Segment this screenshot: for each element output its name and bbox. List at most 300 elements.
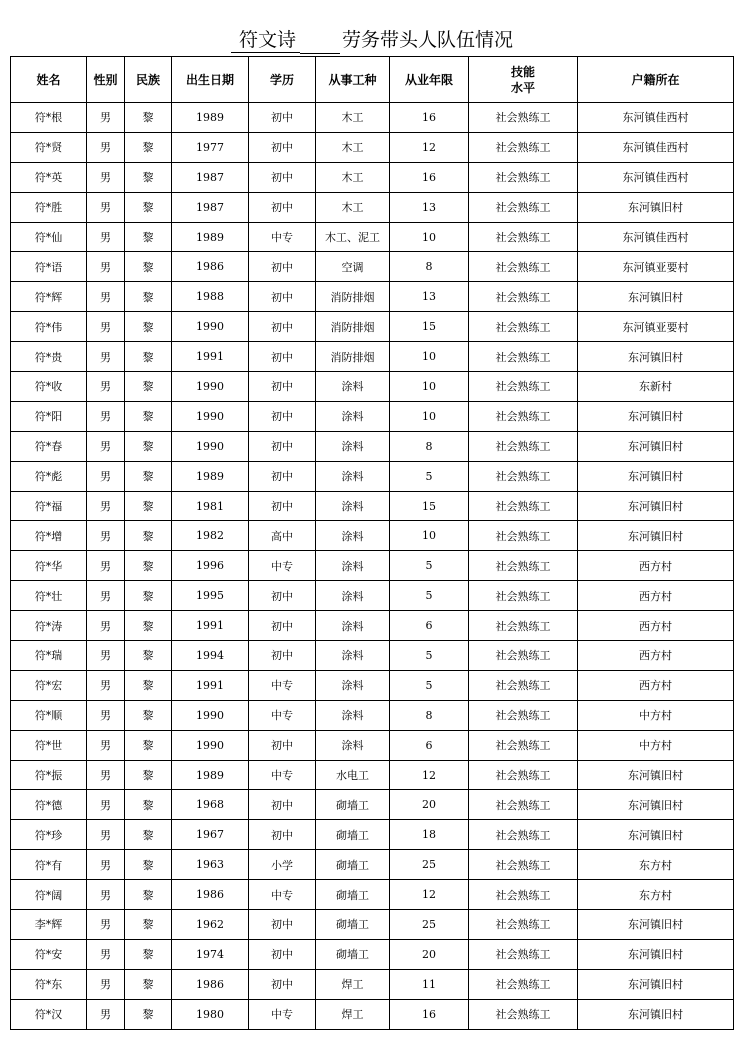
- cell-skill-level: 社会熟练工: [469, 969, 578, 999]
- cell-household: 西方村: [578, 611, 734, 641]
- cell-trade: 砌墙工: [316, 850, 390, 880]
- cell-skill-level: 社会熟练工: [469, 252, 578, 282]
- table-row: [11, 790, 734, 820]
- cell-years: 10: [390, 521, 469, 551]
- cell-skill-level: 社会熟练工: [469, 939, 578, 969]
- cell-household: 东河镇佳西村: [578, 222, 734, 252]
- cell-skill-level: 社会熟练工: [469, 670, 578, 700]
- cell-years: 6: [390, 730, 469, 760]
- cell-trade: 砌墙工: [316, 820, 390, 850]
- table-row: [11, 670, 734, 700]
- cell-ethnicity: 黎: [125, 790, 172, 820]
- cell-gender: 男: [87, 910, 125, 940]
- table-row: [11, 401, 734, 431]
- cell-ethnicity: 黎: [125, 162, 172, 192]
- cell-name: 符*英: [11, 162, 87, 192]
- cell-name: 符*收: [11, 372, 87, 402]
- cell-education: 初中: [249, 790, 316, 820]
- cell-ethnicity: 黎: [125, 342, 172, 372]
- cell-gender: 男: [87, 342, 125, 372]
- cell-gender: 男: [87, 103, 125, 133]
- cell-ethnicity: 黎: [125, 282, 172, 312]
- table-row: [11, 999, 734, 1029]
- cell-gender: 男: [87, 162, 125, 192]
- cell-trade: 消防排烟: [316, 312, 390, 342]
- cell-birth-date: 1989: [172, 760, 249, 790]
- cell-gender: 男: [87, 372, 125, 402]
- cell-gender: 男: [87, 790, 125, 820]
- cell-name: 符*振: [11, 760, 87, 790]
- cell-trade: 消防排烟: [316, 282, 390, 312]
- cell-name: 符*有: [11, 850, 87, 880]
- cell-birth-date: 1991: [172, 611, 249, 641]
- cell-trade: 涂料: [316, 551, 390, 581]
- cell-education: 中专: [249, 999, 316, 1029]
- cell-gender: 男: [87, 222, 125, 252]
- cell-household: 东河镇佳西村: [578, 103, 734, 133]
- cell-gender: 男: [87, 551, 125, 581]
- cell-birth-date: 1968: [172, 790, 249, 820]
- cell-education: 中专: [249, 700, 316, 730]
- cell-birth-date: 1995: [172, 581, 249, 611]
- cell-skill-level: 社会熟练工: [469, 342, 578, 372]
- header-household: 户籍所在: [578, 57, 734, 103]
- cell-skill-level: 社会熟练工: [469, 521, 578, 551]
- table-row: [11, 282, 734, 312]
- cell-ethnicity: 黎: [125, 641, 172, 671]
- cell-years: 15: [390, 491, 469, 521]
- cell-name: 符*阔: [11, 880, 87, 910]
- table-row: [11, 431, 734, 461]
- cell-gender: 男: [87, 282, 125, 312]
- cell-ethnicity: 黎: [125, 372, 172, 402]
- cell-birth-date: 1962: [172, 910, 249, 940]
- table-row: [11, 132, 734, 162]
- cell-name: 符*福: [11, 491, 87, 521]
- cell-household: 中方村: [578, 730, 734, 760]
- cell-ethnicity: 黎: [125, 103, 172, 133]
- cell-birth-date: 1988: [172, 282, 249, 312]
- cell-household: 东河镇旧村: [578, 999, 734, 1029]
- cell-skill-level: 社会熟练工: [469, 312, 578, 342]
- cell-ethnicity: 黎: [125, 401, 172, 431]
- table-row: [11, 551, 734, 581]
- table-row: [11, 312, 734, 342]
- cell-skill-level: 社会熟练工: [469, 760, 578, 790]
- cell-education: 中专: [249, 760, 316, 790]
- cell-gender: 男: [87, 820, 125, 850]
- cell-education: 中专: [249, 880, 316, 910]
- cell-gender: 男: [87, 880, 125, 910]
- cell-name: 符*华: [11, 551, 87, 581]
- cell-gender: 男: [87, 192, 125, 222]
- cell-household: 东新村: [578, 372, 734, 402]
- cell-skill-level: 社会熟练工: [469, 700, 578, 730]
- cell-years: 12: [390, 880, 469, 910]
- cell-birth-date: 1990: [172, 312, 249, 342]
- cell-birth-date: 1991: [172, 342, 249, 372]
- cell-trade: 涂料: [316, 670, 390, 700]
- header-trade: 从事工种: [316, 57, 390, 103]
- cell-household: 东河镇旧村: [578, 461, 734, 491]
- cell-household: 东河镇佳西村: [578, 162, 734, 192]
- cell-skill-level: 社会熟练工: [469, 611, 578, 641]
- cell-ethnicity: 黎: [125, 312, 172, 342]
- table-row: [11, 939, 734, 969]
- cell-birth-date: 1989: [172, 103, 249, 133]
- cell-household: 东河镇旧村: [578, 192, 734, 222]
- table-row: [11, 103, 734, 133]
- cell-skill-level: 社会熟练工: [469, 132, 578, 162]
- cell-name: 符*安: [11, 939, 87, 969]
- table-row: [11, 342, 734, 372]
- table-header-row: [11, 57, 734, 103]
- cell-name: 李*辉: [11, 910, 87, 940]
- table-row: [11, 700, 734, 730]
- cell-ethnicity: 黎: [125, 491, 172, 521]
- cell-education: 小学: [249, 850, 316, 880]
- cell-ethnicity: 黎: [125, 700, 172, 730]
- cell-trade: 涂料: [316, 611, 390, 641]
- cell-gender: 男: [87, 700, 125, 730]
- cell-years: 6: [390, 611, 469, 641]
- cell-birth-date: 1977: [172, 132, 249, 162]
- cell-birth-date: 1982: [172, 521, 249, 551]
- cell-education: 初中: [249, 461, 316, 491]
- cell-education: 初中: [249, 132, 316, 162]
- cell-name: 符*辉: [11, 282, 87, 312]
- cell-skill-level: 社会熟练工: [469, 999, 578, 1029]
- table-row: [11, 491, 734, 521]
- cell-trade: 涂料: [316, 521, 390, 551]
- cell-ethnicity: 黎: [125, 820, 172, 850]
- cell-ethnicity: 黎: [125, 132, 172, 162]
- cell-birth-date: 1989: [172, 222, 249, 252]
- cell-ethnicity: 黎: [125, 581, 172, 611]
- cell-household: 西方村: [578, 581, 734, 611]
- cell-ethnicity: 黎: [125, 880, 172, 910]
- header-gender: 性别: [87, 57, 125, 103]
- table-row: [11, 461, 734, 491]
- table-row: [11, 910, 734, 940]
- cell-gender: 男: [87, 641, 125, 671]
- cell-name: 符*仙: [11, 222, 87, 252]
- cell-birth-date: 1986: [172, 969, 249, 999]
- cell-name: 符*增: [11, 521, 87, 551]
- cell-birth-date: 1980: [172, 999, 249, 1029]
- table-row: [11, 611, 734, 641]
- cell-household: 东河镇旧村: [578, 910, 734, 940]
- cell-birth-date: 1990: [172, 401, 249, 431]
- cell-years: 20: [390, 790, 469, 820]
- header-skill-level-line1: 技能: [510, 64, 535, 79]
- cell-birth-date: 1986: [172, 252, 249, 282]
- cell-household: 东河镇旧村: [578, 760, 734, 790]
- cell-trade: 水电工: [316, 760, 390, 790]
- cell-household: 东河镇亚要村: [578, 312, 734, 342]
- cell-trade: 涂料: [316, 641, 390, 671]
- cell-years: 5: [390, 581, 469, 611]
- table-row: [11, 252, 734, 282]
- cell-name: 符*胜: [11, 192, 87, 222]
- cell-skill-level: 社会熟练工: [469, 880, 578, 910]
- cell-education: 初中: [249, 581, 316, 611]
- cell-gender: 男: [87, 132, 125, 162]
- cell-household: 东河镇旧村: [578, 521, 734, 551]
- cell-birth-date: 1986: [172, 880, 249, 910]
- cell-skill-level: 社会熟练工: [469, 461, 578, 491]
- cell-gender: 男: [87, 850, 125, 880]
- cell-name: 符*世: [11, 730, 87, 760]
- cell-years: 18: [390, 820, 469, 850]
- cell-skill-level: 社会熟练工: [469, 372, 578, 402]
- cell-trade: 木工: [316, 132, 390, 162]
- title-blank-line: [300, 31, 340, 54]
- cell-birth-date: 1996: [172, 551, 249, 581]
- cell-name: 符*伟: [11, 312, 87, 342]
- cell-gender: 男: [87, 252, 125, 282]
- cell-name: 符*涛: [11, 611, 87, 641]
- cell-education: 初中: [249, 939, 316, 969]
- cell-education: 初中: [249, 969, 316, 999]
- cell-education: 初中: [249, 252, 316, 282]
- cell-ethnicity: 黎: [125, 850, 172, 880]
- cell-years: 5: [390, 641, 469, 671]
- table-row: [11, 760, 734, 790]
- cell-trade: 涂料: [316, 491, 390, 521]
- cell-years: 5: [390, 551, 469, 581]
- table-row: [11, 372, 734, 402]
- cell-ethnicity: 黎: [125, 252, 172, 282]
- cell-name: 符*壮: [11, 581, 87, 611]
- cell-skill-level: 社会熟练工: [469, 162, 578, 192]
- cell-education: 初中: [249, 372, 316, 402]
- cell-gender: 男: [87, 431, 125, 461]
- cell-household: 东河镇旧村: [578, 342, 734, 372]
- cell-skill-level: 社会熟练工: [469, 551, 578, 581]
- cell-trade: 木工、泥工: [316, 222, 390, 252]
- cell-name: 符*珍: [11, 820, 87, 850]
- cell-skill-level: 社会熟练工: [469, 730, 578, 760]
- cell-years: 11: [390, 969, 469, 999]
- cell-household: 东河镇旧村: [578, 282, 734, 312]
- cell-ethnicity: 黎: [125, 521, 172, 551]
- cell-birth-date: 1990: [172, 730, 249, 760]
- cell-skill-level: 社会熟练工: [469, 431, 578, 461]
- cell-years: 12: [390, 132, 469, 162]
- cell-years: 13: [390, 192, 469, 222]
- cell-ethnicity: 黎: [125, 999, 172, 1029]
- cell-ethnicity: 黎: [125, 939, 172, 969]
- table-row: [11, 850, 734, 880]
- cell-ethnicity: 黎: [125, 551, 172, 581]
- cell-name: 符*根: [11, 103, 87, 133]
- cell-education: 初中: [249, 342, 316, 372]
- cell-birth-date: 1974: [172, 939, 249, 969]
- cell-birth-date: 1981: [172, 491, 249, 521]
- cell-trade: 空调: [316, 252, 390, 282]
- cell-years: 10: [390, 222, 469, 252]
- header-ethnicity: 民族: [125, 57, 172, 103]
- cell-trade: 砌墙工: [316, 790, 390, 820]
- cell-household: 东河镇旧村: [578, 431, 734, 461]
- cell-ethnicity: 黎: [125, 969, 172, 999]
- cell-years: 16: [390, 103, 469, 133]
- cell-gender: 男: [87, 401, 125, 431]
- cell-years: 13: [390, 282, 469, 312]
- cell-household: 西方村: [578, 551, 734, 581]
- cell-education: 中专: [249, 222, 316, 252]
- cell-gender: 男: [87, 939, 125, 969]
- cell-birth-date: 1987: [172, 162, 249, 192]
- cell-years: 10: [390, 401, 469, 431]
- cell-education: 初中: [249, 491, 316, 521]
- table-row: [11, 641, 734, 671]
- cell-name: 符*顺: [11, 700, 87, 730]
- table-row: [11, 820, 734, 850]
- cell-household: 东方村: [578, 850, 734, 880]
- table-row: [11, 730, 734, 760]
- cell-trade: 焊工: [316, 969, 390, 999]
- title-text: 劳务带头人队伍情况: [342, 29, 514, 51]
- cell-name: 符*宏: [11, 670, 87, 700]
- cell-household: 东河镇旧村: [578, 820, 734, 850]
- cell-ethnicity: 黎: [125, 730, 172, 760]
- cell-skill-level: 社会熟练工: [469, 222, 578, 252]
- cell-gender: 男: [87, 760, 125, 790]
- cell-birth-date: 1990: [172, 700, 249, 730]
- cell-years: 5: [390, 461, 469, 491]
- cell-household: 东方村: [578, 880, 734, 910]
- cell-gender: 男: [87, 491, 125, 521]
- cell-trade: 焊工: [316, 999, 390, 1029]
- header-skill-level: [469, 57, 578, 103]
- cell-education: 初中: [249, 401, 316, 431]
- cell-household: 西方村: [578, 670, 734, 700]
- cell-years: 20: [390, 939, 469, 969]
- cell-education: 初中: [249, 162, 316, 192]
- cell-education: 初中: [249, 730, 316, 760]
- cell-trade: 涂料: [316, 401, 390, 431]
- cell-ethnicity: 黎: [125, 611, 172, 641]
- cell-years: 8: [390, 252, 469, 282]
- cell-gender: 男: [87, 312, 125, 342]
- cell-birth-date: 1990: [172, 372, 249, 402]
- cell-household: 中方村: [578, 700, 734, 730]
- cell-education: 中专: [249, 551, 316, 581]
- cell-ethnicity: 黎: [125, 222, 172, 252]
- cell-name: 符*汉: [11, 999, 87, 1029]
- cell-trade: 涂料: [316, 431, 390, 461]
- cell-trade: 木工: [316, 162, 390, 192]
- cell-years: 15: [390, 312, 469, 342]
- cell-name: 符*东: [11, 969, 87, 999]
- cell-years: 8: [390, 700, 469, 730]
- cell-household: 东河镇旧村: [578, 969, 734, 999]
- cell-education: 初中: [249, 312, 316, 342]
- cell-household: 西方村: [578, 641, 734, 671]
- cell-trade: 涂料: [316, 372, 390, 402]
- cell-household: 东河镇佳西村: [578, 132, 734, 162]
- cell-trade: 木工: [316, 192, 390, 222]
- cell-education: 初中: [249, 192, 316, 222]
- cell-birth-date: 1963: [172, 850, 249, 880]
- cell-education: 初中: [249, 611, 316, 641]
- cell-skill-level: 社会熟练工: [469, 491, 578, 521]
- header-name: 姓名: [11, 57, 87, 103]
- table-row: [11, 222, 734, 252]
- cell-household: 东河镇旧村: [578, 790, 734, 820]
- cell-ethnicity: 黎: [125, 431, 172, 461]
- table-row: [11, 581, 734, 611]
- page-title: [0, 26, 744, 54]
- cell-years: 25: [390, 850, 469, 880]
- cell-years: 10: [390, 342, 469, 372]
- header-birth-date: 出生日期: [172, 57, 249, 103]
- cell-education: 初中: [249, 910, 316, 940]
- cell-trade: 涂料: [316, 730, 390, 760]
- cell-household: 东河镇亚要村: [578, 252, 734, 282]
- cell-gender: 男: [87, 521, 125, 551]
- cell-trade: 木工: [316, 103, 390, 133]
- cell-skill-level: 社会熟练工: [469, 790, 578, 820]
- cell-skill-level: 社会熟练工: [469, 910, 578, 940]
- cell-gender: 男: [87, 730, 125, 760]
- header-education: 学历: [249, 57, 316, 103]
- cell-name: 符*阳: [11, 401, 87, 431]
- cell-education: 中专: [249, 670, 316, 700]
- cell-birth-date: 1987: [172, 192, 249, 222]
- cell-years: 12: [390, 760, 469, 790]
- cell-name: 符*彪: [11, 461, 87, 491]
- table-row: [11, 880, 734, 910]
- cell-gender: 男: [87, 969, 125, 999]
- cell-trade: 消防排烟: [316, 342, 390, 372]
- cell-skill-level: 社会熟练工: [469, 850, 578, 880]
- cell-trade: 涂料: [316, 700, 390, 730]
- cell-skill-level: 社会熟练工: [469, 103, 578, 133]
- cell-skill-level: 社会熟练工: [469, 820, 578, 850]
- cell-household: 东河镇旧村: [578, 939, 734, 969]
- cell-birth-date: 1991: [172, 670, 249, 700]
- cell-education: 初中: [249, 282, 316, 312]
- cell-education: 初中: [249, 431, 316, 461]
- cell-ethnicity: 黎: [125, 192, 172, 222]
- cell-education: 初中: [249, 103, 316, 133]
- cell-years: 16: [390, 999, 469, 1029]
- cell-birth-date: 1990: [172, 431, 249, 461]
- cell-household: 东河镇旧村: [578, 491, 734, 521]
- cell-birth-date: 1989: [172, 461, 249, 491]
- table-row: [11, 192, 734, 222]
- cell-gender: 男: [87, 581, 125, 611]
- table-row: [11, 521, 734, 551]
- cell-years: 16: [390, 162, 469, 192]
- cell-name: 符*德: [11, 790, 87, 820]
- cell-skill-level: 社会熟练工: [469, 282, 578, 312]
- cell-birth-date: 1994: [172, 641, 249, 671]
- cell-ethnicity: 黎: [125, 461, 172, 491]
- cell-gender: 男: [87, 611, 125, 641]
- title-name: 符文诗: [231, 28, 300, 53]
- cell-education: 初中: [249, 820, 316, 850]
- cell-name: 符*春: [11, 431, 87, 461]
- cell-name: 符*语: [11, 252, 87, 282]
- cell-trade: 涂料: [316, 581, 390, 611]
- cell-household: 东河镇旧村: [578, 401, 734, 431]
- cell-years: 10: [390, 372, 469, 402]
- table-row: [11, 162, 734, 192]
